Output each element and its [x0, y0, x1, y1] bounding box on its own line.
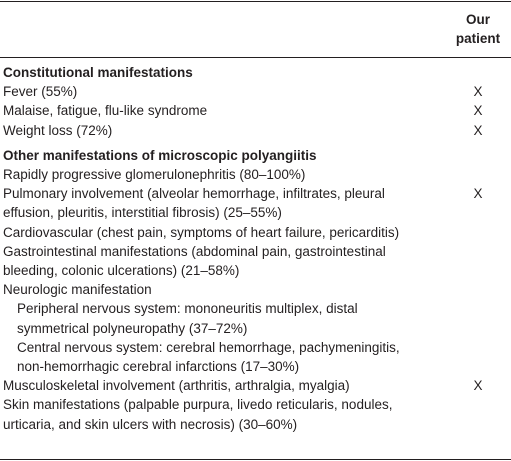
- row-label: urticaria, and skin ulcers with necrosis) (30–60%): [3, 416, 298, 432]
- column-header-line2: patient: [455, 31, 501, 46]
- table-row: [0, 415, 511, 434]
- patient-mark: X: [473, 186, 483, 202]
- table-header-rule: [0, 57, 511, 58]
- column-header-our-patient: [445, 10, 511, 48]
- sub-row-label: Peripheral nervous system: mononeuritis multiplex, distal: [17, 301, 358, 317]
- table-row: [0, 82, 511, 101]
- row-label: Malaise, fatigue, flu-like syndrome: [3, 103, 208, 119]
- table-row: [0, 146, 511, 165]
- table-bottom-rule: [0, 459, 511, 460]
- patient-mark: X: [473, 122, 483, 138]
- row-label: Rapidly progressive glomerulonephritis (80–100%): [3, 167, 306, 183]
- table-row: [0, 357, 511, 376]
- table-row: [0, 101, 511, 120]
- table-row: [0, 184, 511, 203]
- patient-mark: X: [473, 103, 483, 119]
- section-heading: Constitutional manifestations: [3, 65, 193, 80]
- sub-row-label: Central nervous system: cerebral hemorrhage, pachymeningitis,: [17, 339, 400, 355]
- row-label: effusion, pleuritis, interstitial fibrosis) (25–55%): [3, 205, 282, 221]
- patient-mark: X: [473, 378, 483, 394]
- row-label: Skin manifestations (palpable purpura, livedo reticularis, nodules,: [3, 397, 393, 413]
- table-row: [0, 261, 511, 280]
- row-label: Fever (55%): [3, 84, 78, 100]
- row-label: Cardiovascular (chest pain, symptoms of heart failure, pericarditis): [3, 224, 400, 240]
- row-label: Pulmonary involvement (alveolar hemorrhage, infiltrates, pleural: [3, 186, 385, 202]
- table-row: [0, 242, 511, 261]
- table-row: [0, 223, 511, 242]
- table-row: [0, 63, 511, 82]
- row-label: Neurologic manifestation: [3, 282, 152, 298]
- table-row: [0, 280, 511, 299]
- row-label: Gastrointestinal manifestations (abdominal pain, gastrointestinal: [3, 243, 386, 259]
- table-body: [0, 63, 511, 434]
- table-row: [0, 319, 511, 338]
- sub-row-label: symmetrical polyneuropathy (37–72%): [17, 320, 248, 336]
- section-heading: Other manifestations of microscopic polyangiitis: [3, 147, 317, 163]
- table-row: [0, 121, 511, 140]
- patient-mark: X: [473, 84, 483, 100]
- sub-row-label: non-hemorrhagic cerebral infarctions (17–30%): [17, 359, 300, 375]
- table-top-rule: [0, 1, 511, 2]
- row-label: bleeding, colonic ulcerations) (21–58%): [3, 263, 240, 279]
- table-row: [0, 165, 511, 184]
- table-row: [0, 395, 511, 414]
- table-row: [0, 299, 511, 318]
- row-label: Musculoskeletal involvement (arthritis, arthralgia, myalgia): [3, 378, 350, 394]
- table-row: [0, 376, 511, 395]
- table-row: [0, 203, 511, 222]
- column-header-line1: Our: [465, 12, 490, 27]
- row-label: Weight loss (72%): [3, 122, 113, 138]
- table-row: [0, 338, 511, 357]
